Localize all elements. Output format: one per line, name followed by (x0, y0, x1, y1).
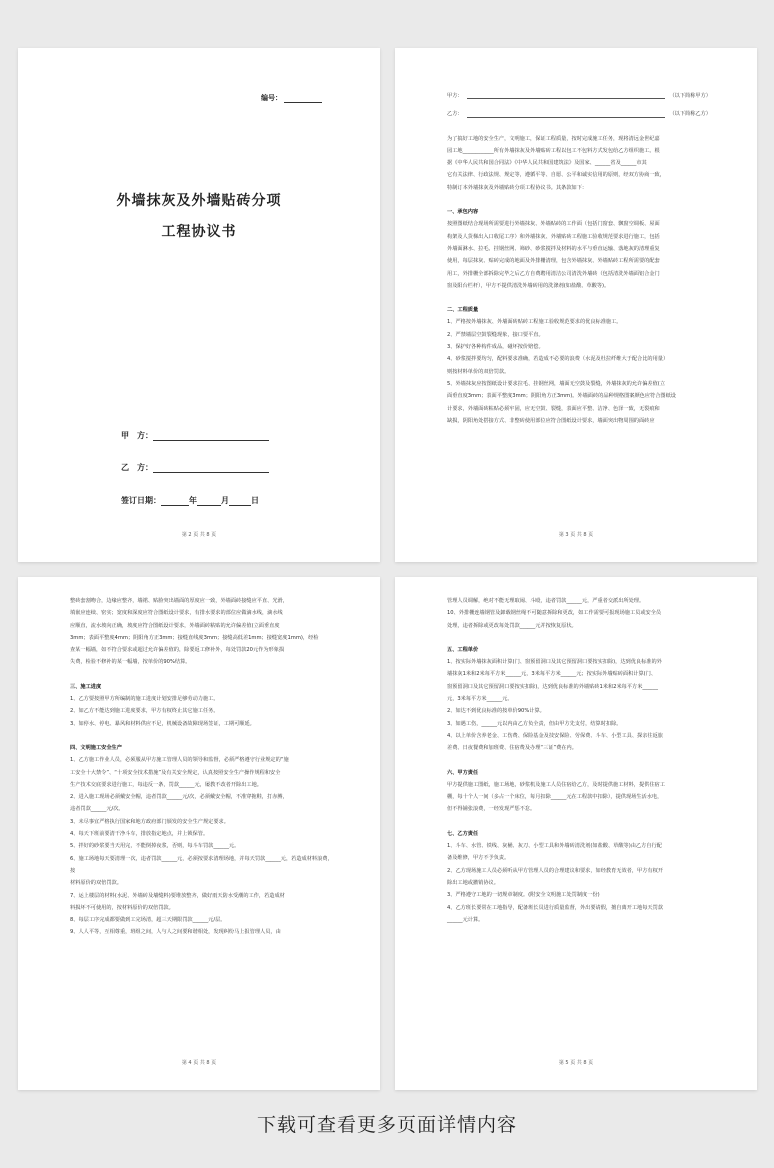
text-line: 应顺直，流水坡向正确，坡度应符合图纸设计要求，外墙面砖粘贴的允许偏差值(立面垂直度 (70, 622, 280, 629)
text-line: 处理，违者拆除或更改每处罚款______元并按恢复原状。 (447, 622, 577, 629)
text-line: 1、严格按外墙抹灰、外墙面砖贴砖工程施工验收规范要求的优良标准施工。 (447, 319, 622, 326)
sign-date-label: 签订日期： (121, 496, 161, 505)
page-number: 第 5 页 共 8 页 (558, 1060, 594, 1066)
text-line: 3mm；表面平整度4mm；阴阳角方正3mm；接缝直线度3mm；接缝高低差1mm；接缝宽度1mm)，经检 (70, 634, 319, 641)
document-page-3 (395, 48, 757, 562)
text-line: 窗预留洞口及其它预留洞口要按实扣除)，达到优良标准的外墙贴砖1米和2米每平方米______ (447, 683, 658, 690)
section-heading: 三、施工进度 (70, 683, 102, 690)
document-page-4 (18, 577, 380, 1090)
text-line: 10、外排栅连墙钢管及卸载钢丝绳不可随意拆除和更改，如工作需要可报现场施工员或安全员 (447, 610, 662, 617)
text-line: 为了搞好工地的安全生产，文明施工，保证工程质量，按时完成施工任务，现将清远金世纪嘉 (447, 135, 660, 142)
text-line: 据《中华人民共和国合同法》《中华人民共和国建筑法》及国家、______省及______市其 (447, 160, 647, 167)
page-number: 第 2 页 共 8 页 (181, 532, 217, 538)
party-b-note: （以下简称乙方） (669, 111, 711, 118)
party-a-line (447, 90, 711, 102)
text-line: 外墙面淋水、拉毛、挂钢丝网、筛砂、砂浆搅拌及材料的水平与垂直运输、落地灰的清理重复 (447, 245, 660, 252)
page-number: 第 3 页 共 8 页 (558, 532, 594, 538)
party-b-signature (121, 462, 269, 473)
text-line: 墙抹灰1米和2米每平方米______元，3米每平方米______元；按实际外墙贴砖面积计算(门、 (447, 671, 657, 678)
text-line: 3、如停水、停电、暴风和材料供应不足，机械设备故障现场签证，工期可顺延。 (70, 720, 255, 727)
intro-paragraph (447, 133, 711, 194)
section-6-content (447, 779, 711, 816)
text-line: 5、拌好的砂浆要当天用完，不能倒掉夜浆，否则，每斗车罚款______元。 (70, 843, 240, 850)
download-more-caption[interactable]: 下载可查看更多页面详情内容 (256, 1114, 517, 1136)
text-line: 2、进入施工现场必须戴安全帽，违者罚款______元/次，必须戴安全帽，不准穿拖鞋，打赤膊， (70, 794, 288, 801)
text-line: 2、如乙方不能达到施工进度要求，甲方有权终止其它施工任务。 (70, 708, 219, 715)
text-line: 园工地____________所有外墙抹灰及外墙贴砖工程以包工不包料方式发包给乙方组织施工。根 (447, 147, 660, 154)
text-line: 4、砂浆搅拌要均匀，配料要求准确，若造成不必要的浪费（水泥及杜拉纤维大于配合比的用量） (447, 356, 669, 363)
month-label: 月 (221, 496, 229, 505)
document-title-line1: 外墙抹灰及外墙贴砖分项 (116, 193, 282, 209)
contract-number-blank (284, 95, 322, 103)
text-line: 4、乙方班长要常在工地指导，配备班长员进行质量监督，外出要请假，擅自离开工地每天罚款 (447, 904, 663, 911)
party-a-label: 甲 方： (121, 431, 153, 440)
text-line: 2、如达不到优良标准的按单价90%计算。 (447, 708, 545, 715)
text-line: 按照图纸结合现场所需要进行外墙抹灰、外墙贴砖的工作面（包括门窗套、飘窗空调板、屋面 (447, 221, 660, 228)
section-heading: 六、甲方责任 (447, 769, 479, 776)
text-line: 工安全十大禁令”、“十项安全技术措施”及有关安全规定，认真按照安全生产操作规程和安全 (70, 769, 281, 776)
text-line: 棚，每十个人一间（多占一个床位，每月扣除______元在工程款中扣除），提供现场生活水电， (447, 794, 663, 801)
day-blank (229, 497, 251, 506)
text-line: 构架及人货梯出入口收尾工序）和外墙抹灰、外墙贴砖工程施工验收规范要求进行施工，包括 (447, 233, 660, 240)
section-heading: 五、工程单价 (447, 646, 479, 653)
text-line: 2、严禁墙层空鼓裂缝现象，接口要平直。 (447, 331, 544, 338)
page-body (70, 595, 334, 939)
text-line: 缺损，阴阳角处搭接方式、非整砖使用部位应符合图纸设计要求，墙面突出物周围的面砖应 (447, 417, 655, 424)
text-line: 4、每天下班前要清干净斗车，排放指定地点，并上锁保管。 (70, 831, 209, 838)
year-blank (161, 497, 189, 506)
day-label: 日 (251, 496, 259, 505)
text-line: 2、乙方现场施工人员必须听从甲方管理人员的合理建议和要求，如经教育无效者，甲方有权开 (447, 867, 663, 874)
text-line: 元，3米每平方米______元。 (447, 696, 513, 703)
section-heading: 四、文明施工安全生产 (70, 744, 122, 751)
text-line: 它有关法律、行政法规、规定等，遵循平等、自愿、公平和诚实信用的原则，经双方协商一致， (447, 172, 665, 179)
text-line: 材料原价的双倍罚款。 (70, 880, 122, 887)
document-title-line2: 工程协议书 (161, 224, 237, 240)
text-line: 面垂直度3mm；表面平整度3mm；阴阳角方正3mm)。外墙面砖的品种规格图案颜色应符合图纸设 (447, 393, 676, 400)
section-3-content (70, 693, 334, 730)
text-line: 除出工地或撤销协议。 (447, 879, 499, 886)
text-line: 1、乙方施工作业人员，必须服从甲方施工管理人员的领导和监督，必须严格遵守行业规定的“施 (70, 757, 289, 764)
text-line: 违者罚款______元/次。 (70, 806, 124, 813)
party-b-blank (153, 464, 269, 473)
contract-number (261, 93, 322, 103)
continued-paragraph (447, 595, 711, 632)
sign-date (121, 495, 259, 506)
text-line: 窗及阳台栏杆），甲方不提供清洗外墙砖用的洗涤剂(如盐酸、草酸等)。 (447, 282, 610, 289)
text-line: 3、未尽事宜严格执行国家和地方政府部门颁发的安全生产规定要求。 (70, 818, 229, 825)
text-line: 特制订本外墙抹灰及外墙贴砖分项工程协议书。其条款如下： (447, 184, 588, 191)
text-line: ______元计算。 (447, 916, 484, 923)
section-2-content (447, 316, 711, 427)
section-7-content (447, 840, 711, 926)
party-a-label: 甲方： (447, 93, 463, 99)
text-line: 9、人人平等，互相尊重，班组之间，人与人之间要和谐相处，发现纠纷马上报管理人员，由 (70, 929, 281, 936)
section-4-content (70, 754, 334, 938)
text-line: 备及维修，甲方不予负责。 (447, 855, 510, 862)
text-line: 查某一幅墙，如不符合要求或超过允许偏差值的，除要返工修补外，每处罚款20元作为形象损 (70, 647, 285, 654)
text-line: 差费、日夜餐费和加班费、住宿费及办理“三证”费在内。 (447, 745, 577, 752)
section-heading: 一、承包内容 (447, 209, 479, 216)
page-body (447, 595, 711, 926)
party-b-line (447, 108, 711, 120)
text-line: 3、保护好各种构件成品，碰坏按价赔偿。 (447, 344, 544, 351)
text-line: 3、严格遵守工地的一切规章制度。(附安全文明施工处罚制度一份) (447, 892, 600, 899)
text-line: 6、施工场地每天要清理一次，违者罚款______元，必须按要求清理场地，并每天罚款______元，若造成材料浪费，按 (70, 855, 333, 874)
text-line: 计要求，外墙面砖粘贴必须牢固，应无空鼓、裂缝，表面应平整、洁净、色泽一致，无裂痕和 (447, 405, 660, 412)
text-line: 用工，外排栅全部拆除完毕之后乙方自费聘用清洁公司清洗外墙砖（包括清洗外墙面铝合金门 (447, 270, 660, 277)
text-line: 填嵌应连续、密实；宽度和深度应符合图纸设计要求，有排水要求的部位应做滴水线，滴水线 (70, 610, 283, 617)
text-line: 生产技术交底要求进行施工，每违反一条，罚款______元，屡教不改者开除出工地。 (70, 781, 262, 788)
text-line: 料损坏不可使用的，按材料原价的双倍罚款。 (70, 904, 174, 911)
section-heading: 二、工程质量 (447, 307, 479, 314)
page-body (447, 90, 711, 427)
section-1-content (447, 218, 711, 292)
text-line: 8、每层工序完成都要做到工完场清，超三天期限罚款______元/层。 (70, 917, 226, 924)
text-line: 则按材料单价的双倍罚款。 (447, 368, 510, 375)
text-line: 4、以上单价含养老金、工伤费、保险基金及技安保险、劳保费、斗车、小型工具、探亲往返旅 (447, 732, 663, 739)
text-line: 但不得铺张浪费，一经发现严惩不怠。 (447, 806, 536, 813)
party-a-blank (153, 432, 269, 441)
month-blank (197, 497, 221, 506)
party-b-label: 乙方： (447, 111, 463, 118)
section-heading: 七、乙方责任 (447, 830, 479, 837)
continued-paragraph (70, 595, 334, 669)
text-line: 使用，每层抹灰、贴砖完成的地面及外排栅清理，包含外墙抹灰、外墙贴砖工程所需要的配套 (447, 258, 660, 265)
text-line: 7、运上楼层的材料(水泥、外墙砖及墙缝料)要堆放整齐，做好雨天防水受潮的工作，若造成材 (70, 892, 285, 899)
section-5-content (447, 656, 711, 754)
text-line: 1、斗车、水管、铁线、灰桶、灰刀、小型工具和外墙砖清洗剂(如盐酸、草酸等)由乙方自行配 (447, 843, 662, 850)
party-a-signature (121, 430, 269, 441)
text-line: 3、如遇工伤，______元以内由乙方负全责，但由甲方先支付，结算时扣除。 (447, 720, 622, 727)
party-b-blank (467, 108, 666, 117)
text-line: 甲方提供施工图纸，施工场地，砂浆机及施工人员住宿给乙方，及时提供施工材料，提供住宿工 (447, 781, 665, 788)
party-b-label: 乙 方： (121, 463, 153, 472)
text-line: 整砖套割吻合，边缘应整齐，墙裙、贴脸突出墙面的厚度应一致，外墙面砖接缝应平直、光滑， (70, 598, 288, 604)
text-line: 5、外墙抹灰应按图纸设计要求拉毛、挂钢丝网，墙面无空鼓及裂缝，外墙抹灰的允许偏差值(立 (447, 380, 666, 387)
contract-number-label: 编号： (261, 94, 282, 102)
document-page-5 (395, 577, 757, 1090)
text-line: 1、乙方要按照甲方所编制的施工进度计划安排足够劳动力施工。 (70, 696, 219, 703)
text-line: 失费，检验不修补的某一幅墙，按单价的90%结算。 (70, 659, 191, 666)
document-page-2 (18, 48, 380, 562)
party-a-blank (467, 90, 666, 99)
text-line: 1、按实际外墙抹灰面积计算(门、窗预留洞口及其它预留洞口要按实扣除)，达到优良标准的外 (447, 659, 662, 666)
party-a-note: （以下简称甲方） (669, 93, 711, 99)
text-line: 管理人员调解，绝对不能无理取闹、斗殴，违者罚款______元，严重者交派出所处理。 (447, 598, 645, 604)
page-number: 第 4 页 共 8 页 (181, 1060, 217, 1066)
year-label: 年 (189, 496, 197, 505)
